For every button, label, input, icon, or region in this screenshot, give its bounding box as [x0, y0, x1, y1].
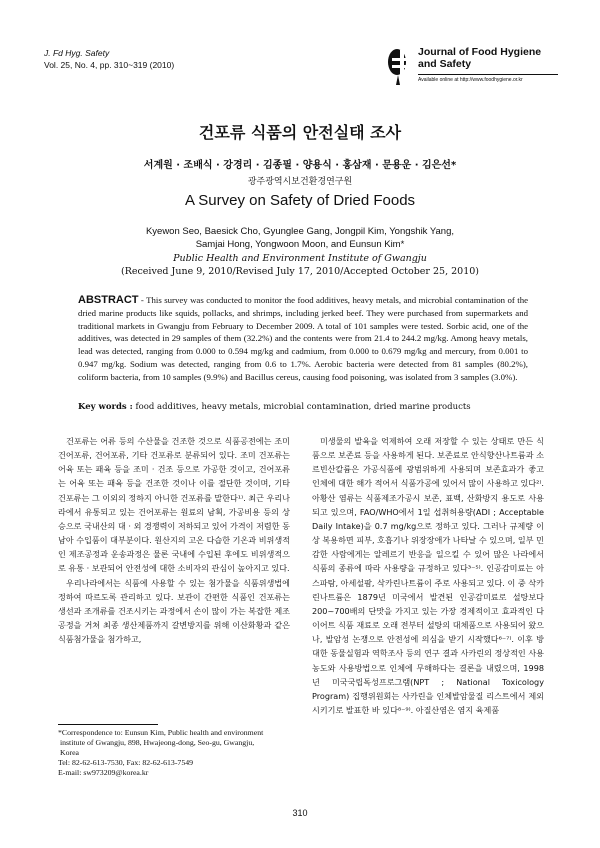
body-paragraph: 우리나라에서는 식품에 사용할 수 있는 첨가물을 식품위생법에 정하여 따르도록 관리하고 있다. 보관이 간편한 식품인 건포류는 생선과 조개류를 건조시키는 과정에서 손이 많이 가는 복잡한 제조 공정을 거쳐 최종 생산제품까지 갈변방지를 위해 이산화황과 같은 식품첨가물을 첨가하고,	[58, 577, 290, 645]
page-number: 310	[292, 808, 308, 818]
received-dates: (Received June 9, 2010/Revised July 17, 2010/Accepted October 25, 2010)	[120, 266, 479, 277]
journal-url: Available online at http://www.foodhygiene.or.kr	[418, 77, 523, 83]
keywords-text: food additives, heavy metals, microbial contamination, dried marine products	[132, 402, 471, 412]
keywords-label: Key words :	[78, 402, 133, 412]
footnote-rule	[58, 724, 158, 725]
institute-english: Public Health and Environment Institute of Gwangju	[173, 253, 427, 264]
citation	[44, 47, 174, 71]
journal-logo-icon	[384, 44, 414, 86]
body-column-right	[312, 434, 544, 826]
journal-abbrev: J. Fd Hyg. Safety	[44, 48, 110, 58]
authors-english: Kyewon Seo, Baesick Cho, Gyunglee Gang, Jongpil Kim, Yongshik Yang, Samjai Hong, Yongwoon Moon, and Eunsun Kim*	[145, 226, 455, 250]
keywords	[78, 402, 528, 412]
volume-line: Vol. 25, No. 4, pp. 310~319 (2010)	[44, 60, 175, 70]
body-paragraph: 미생물의 발육을 억제하여 오래 저장할 수 있는 상태로 만든 식품으로 보존료 등을 사용하게 된다. 보존료로 안식향산나트륨과 소르빈산칼륨은 가공식품에 광범위하게 사용되며 보존효과가 좋고 인체에 대한 해가 적어서 식품가공에 있어서 많이 사용하고 있다²⁾. 아황산 염류는 식품제조가공시 보존, 표백, 산화방지 용도로 사용되고 있으며, FAO/WHO에서 1일 섭취허용량(ADI ; Acceptable Daily Intake)을 0.7 mg/kg으로 정하고 있다. 그러나 규제량 이상 복용하면 피부, 호흡기나 위장장애가 나타날 수 있으며, 일부 민감한 사람에게는 알레르기 반응을 일으킬 수 있어 많은 나라에서 식품의 종류에 따라 사용량을 규정하고 있다³⁻⁵⁾. 인공감미료는 아스파탐, 아세설팜, 삭카린나트륨이 주로 사용되고 있다. 이 중 삭카린나트륨은 1879년 미국에서 발견된 인공감미료로 설탕보다 200~700배의 단맛을 가지고 있는 가장 경제적이고 효과적인 다이어트 식품 재료로 오래 전부터 설탕의 대체품으로 사용되어 왔으나, 발암성 논쟁으로 안전성에 의심을 받기 시작했다⁶⁻⁷⁾. 이후 방대한 동물실험과 역학조사 등의 연구 결과 사카린의 정상적인 사용농도와 사용방법으로 인체에 무해하다는 결론을 내렸으며, 1998년 미국국립독성프로그램(NPT ; National Toxicology Program) 집행위원회는 사카린을 인체발암물질 리스트에서 제외시키기로 발표한 바 있다⁸⁻⁹⁾. 아질산염은 염지 육제품	[312, 436, 544, 715]
authors-korean: 서계원 · 조배식 · 강경리 · 김종필 · 양용식 · 홍삼재 · 문용운 · 김은선*	[143, 160, 457, 171]
body-paragraph: 건포류는 어류 등의 수산물을 건조한 것으로 식품공전에는 조미 건어포류, 건어포류, 기타 건포류로 분류되어 있다. 조미 건포류는 어육 또는 패육 등을 조미 · 건조 등으로 가공한 것이고, 건어포류는 어육 또는 패육 등을 건조한 것이나 이를 절단한 것이며, 기타 건포류는 그 이외의 정하지 아니한 건포류를 말한다¹⁾. 최근 우리나라에서 유통되고 있는 건어포류는 원료의 남획, 가공비용 등의 상승으로 국내산의 대 · 외 경쟁력이 저하되고 있어 가격이 저렴한 동남아 수입품이 대부분이다. 원산지의 고온 다습한 기온과 비위생적인 제조공정과 운송과정은 물론 국내에 수입된 후에도 비위생적으로 유통 · 보관되어 안전성에 대한 소비자의 관심이 높아지고 있다.	[58, 436, 290, 574]
journal-rule	[418, 74, 558, 75]
title-korean: 건포류 식품의 안전실태 조사	[198, 123, 402, 142]
body-column-left	[58, 434, 290, 722]
abstract	[78, 294, 528, 384]
title-english: A Survey on Safety of Dried Foods	[184, 192, 416, 209]
abstract-label: ABSTRACT	[78, 294, 139, 306]
journal-title: Journal of Food Hygiene and Safety	[418, 46, 542, 70]
institute-korean: 광주광역시보건환경연구원	[247, 177, 353, 187]
journal-brand	[384, 44, 560, 96]
correspondence-footnote: *Correspondence to: Eunsun Kim, Public health and environment institute of Gwangju, 898, Hwajeong-dong, Seo-gu, Gwangju, Korea Tel: 82-62-613-7530, Fax: 82-62-613-7549 E-mail: sw973209@korea.kr	[58, 728, 264, 777]
abstract-text: - This survey was conducted to monitor the food additives, heavy metals, and microbial contamination of the dried marine products like squids, pollacks, and shrimps, including jerked beef. They were purchased from supermarkets and traditional markets in Gwangju from February to December 2009. A total of 101 samples were tested. Sorbic acid, one of the additives, was detected in 29 samples of them (32.2%) and the contents were from 21.4 to 244.2 mg/kg. Among heavy metals, lead was detected, ranging from 0.000 to 0.594 mg/kg and cadmium, from 0.000 to 0.679 mg/kg and mercury, from 0.001 to 0.947 mg/kg. Sodium was detected, ranging from 0.6 to 1.7%. Aerobic bacteria were detected from 81 samples (80.2%), coliform bacteria, from 10 samples (9.9%) and Bacillus cereus, causing food poisoning, was isolated from 3 samples (3.0%).	[78, 295, 528, 382]
